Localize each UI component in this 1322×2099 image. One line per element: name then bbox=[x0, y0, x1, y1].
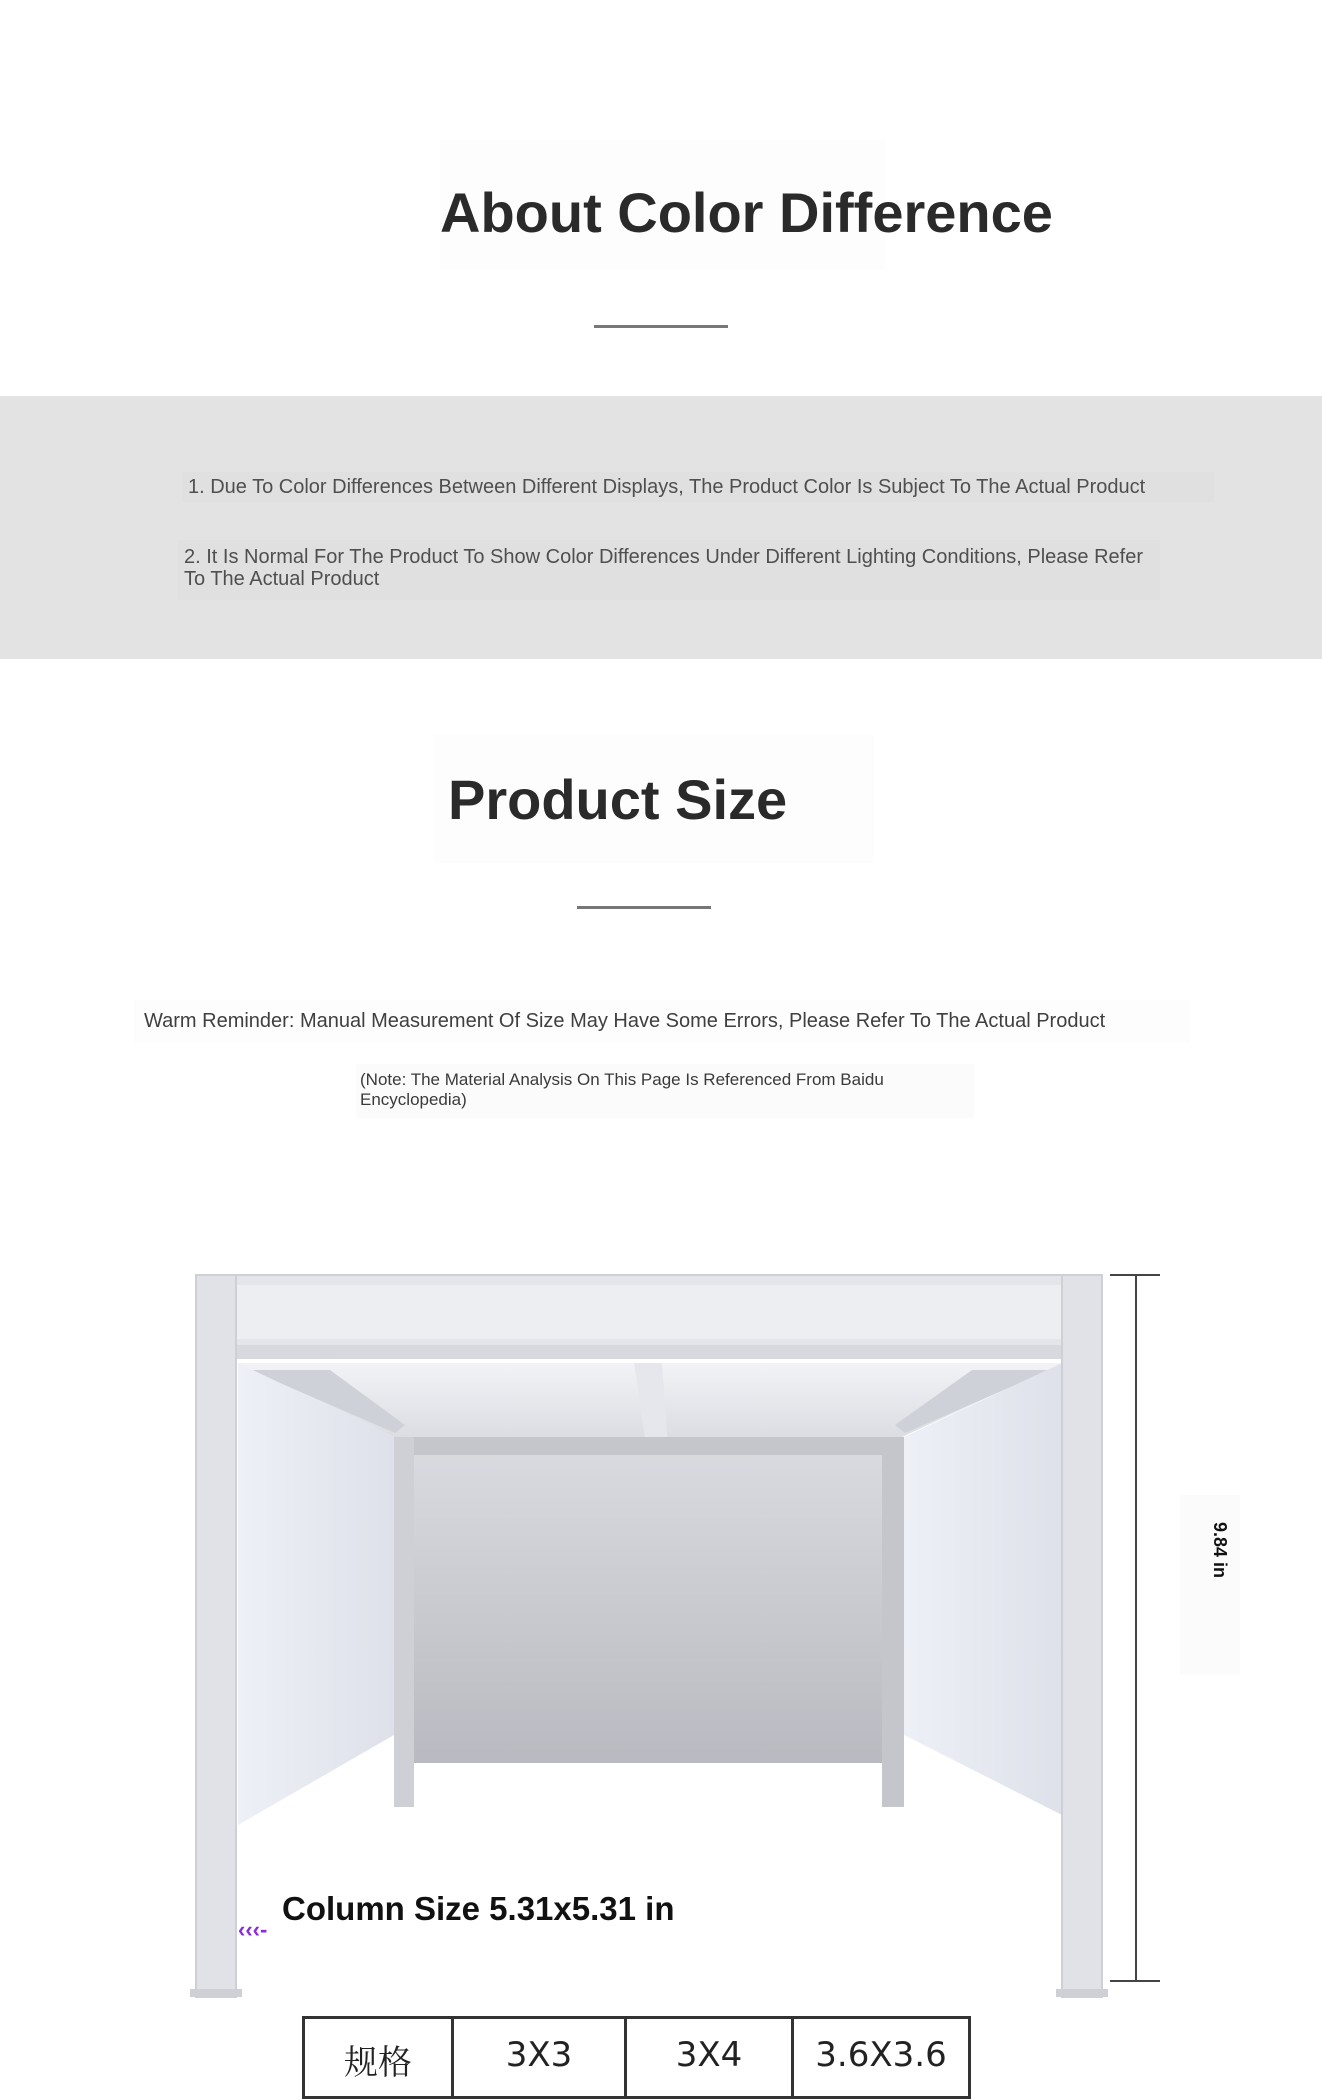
back-header-beam bbox=[394, 1437, 902, 1455]
size-section-divider bbox=[577, 906, 711, 909]
left-side-wall bbox=[238, 1363, 394, 1825]
height-label: 9.84 in bbox=[1210, 1521, 1230, 1579]
front-top-beam-inner bbox=[228, 1285, 1070, 1339]
column-arrow-icon: ‹‹‹- bbox=[238, 1917, 268, 1942]
size-section-title: Product Size bbox=[434, 735, 874, 863]
size-table-header-cell: 规格 bbox=[304, 2018, 453, 2098]
right-side-wall bbox=[904, 1363, 1062, 1815]
color-note-2: 2. It Is Normal For The Product To Show Color Differences Under Different Lighting Conditions, Please Refer To The Actual Product bbox=[178, 540, 1160, 600]
front-post-foot-left bbox=[190, 1989, 242, 1997]
front-post-foot-right bbox=[1056, 1989, 1108, 1997]
color-section-divider bbox=[594, 325, 728, 328]
size-table-header-cell: 3.6X3.6 bbox=[793, 2018, 970, 2098]
back-post-right bbox=[882, 1437, 904, 1807]
size-table-header-cell: 3X3 bbox=[453, 2018, 626, 2098]
color-notes-band bbox=[0, 396, 1322, 659]
front-post-left bbox=[196, 1275, 236, 1997]
size-table bbox=[302, 2016, 971, 2099]
size-reference-note: (Note: The Material Analysis On This Page Is Referenced From Baidu Encyclopedia) bbox=[356, 1064, 974, 1118]
height-label-wrap bbox=[1170, 1521, 1270, 1579]
size-reminder: Warm Reminder: Manual Measurement Of Size May Have Some Errors, Please Refer To The Actual Product bbox=[134, 1000, 1190, 1043]
color-note-1: 1. Due To Color Differences Between Different Displays, The Product Color Is Subject To The Actual Product bbox=[182, 472, 1214, 502]
color-section-title: About Color Difference bbox=[440, 140, 885, 270]
back-post-left bbox=[394, 1437, 414, 1807]
column-size-label: Column Size 5.31x5.31 in bbox=[282, 1890, 675, 1927]
size-table-header-cell: 3X4 bbox=[626, 2018, 793, 2098]
front-post-right bbox=[1062, 1275, 1102, 1997]
front-top-beam-edge bbox=[232, 1345, 1062, 1359]
size-table-header-row bbox=[304, 2018, 970, 2098]
back-wall-panel bbox=[412, 1453, 884, 1763]
